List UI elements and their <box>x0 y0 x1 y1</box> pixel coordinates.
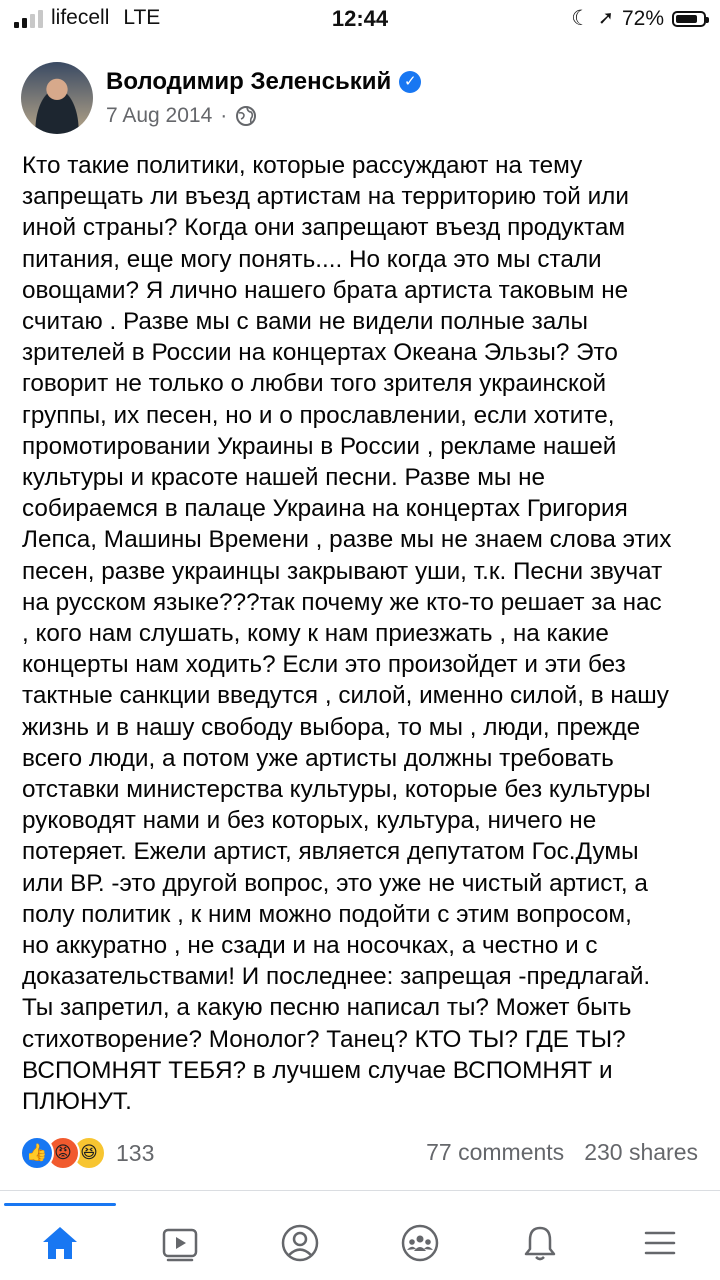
moon-icon: ☾ <box>571 7 591 30</box>
post-text: Кто такие политики, которые рассуждают на тему запрещать ли въезд артистам на территорию той или иной страны? Когда они запрещают въезд продуктам питания, еще могу понять.... Но когда это мы стали овощами? Я лично нашего брата артиста таковым не считаю . Разве мы с вами не видели полные залы зрителей в России на концертах Океана Эльзы? Это говорит не только о любви того зрителя украинской группы, их песен, но и о прославлении, если хотите, промотировании Украины в России , рекламе нашей культуры и красоте нашей песни. Разве мы не собираемся в палаце Украина на концертах Григория Лепса, Машины Времени , разве мы не знаем слова этих песен, разве украинцы закрывают уши, т.к. Песни звучат на русском языке???так почему же кто-то решает за нас , кого нам слушать, кому к нам приезжать , на какие концерты нам ходить? Если это произойдет и эти без тактные санкции введутся , силой, именно силой, в нашу жизнь и в нашу свободу выбора, то мы , люди, прежде всего люди, а потом уже артисты должны требовать отставки министерства культуры, которые без культуры руководят нами и без которых, культура, ничего не потеряет. Ежели артист, является депутатом Гос.Думы или ВР. -это другой вопрос, это уже не чистый артист, а полу политик , к ним можно подойти с этим вопросом, но аккуратно , не сзади и на носочках, а честно и с доказательствами! И последнее: запрещая -предлагай. Ты запретил, а какую песню написал ты? Может быть стихотворение? Монолог? Танец? КТО ТЫ? ГДЕ ТЫ? ВСПОМНЯТ ТЕБЯ? в лучшем случае ВСПОМНЯТ и ПЛЮНУТ. <box>22 152 672 1116</box>
nav-home[interactable] <box>0 1206 120 1280</box>
battery-percent: 72% <box>621 6 664 30</box>
clock: 12:44 <box>331 6 389 31</box>
carrier-label: lifecell <box>51 6 110 29</box>
divider <box>0 1190 720 1191</box>
network-label: LTE <box>123 6 161 29</box>
reaction-count: 133 <box>116 1139 155 1166</box>
menu-icon <box>639 1222 681 1264</box>
groups-icon <box>399 1222 441 1264</box>
verified-badge-icon: ✓ <box>399 71 421 93</box>
like-icon: 👍 <box>20 1136 54 1170</box>
profile-icon <box>279 1222 321 1264</box>
author-name[interactable]: Володимир Зеленський <box>106 68 392 95</box>
notifications-icon <box>519 1222 561 1264</box>
nav-menu[interactable] <box>600 1206 720 1280</box>
bottom-nav <box>0 1206 720 1280</box>
comments-count[interactable]: 77 comments <box>426 1139 565 1165</box>
battery-icon <box>672 11 706 27</box>
shares-count[interactable]: 230 shares <box>584 1139 698 1165</box>
globe-icon <box>235 105 257 127</box>
nav-groups[interactable] <box>360 1206 480 1280</box>
home-icon <box>39 1222 81 1264</box>
author-avatar[interactable] <box>21 62 93 134</box>
reactions-summary[interactable] <box>20 1136 154 1170</box>
video-icon <box>159 1222 201 1264</box>
location-arrow-icon: ➚ <box>598 8 614 29</box>
nav-profile[interactable] <box>240 1206 360 1280</box>
angry-icon: 😡 <box>46 1136 80 1170</box>
post-date[interactable]: 7 Aug 2014 <box>106 104 213 127</box>
haha-icon: 😆 <box>72 1136 106 1170</box>
nav-video[interactable] <box>120 1206 240 1280</box>
separator-dot: · <box>220 104 228 127</box>
nav-notifications[interactable] <box>480 1206 600 1280</box>
status-bar <box>0 0 720 38</box>
